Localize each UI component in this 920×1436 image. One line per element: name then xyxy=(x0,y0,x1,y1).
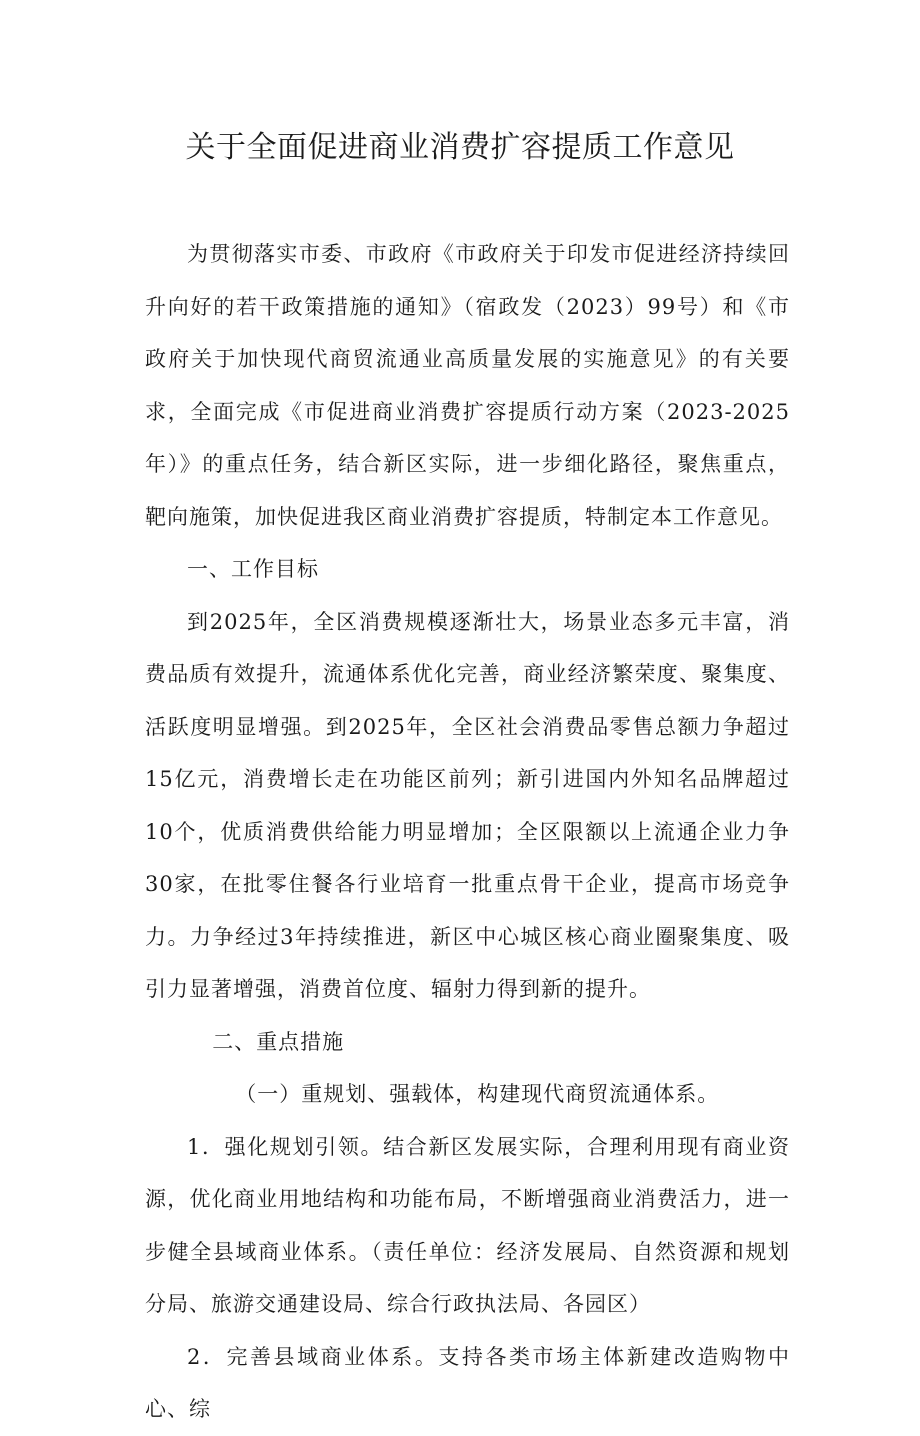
goals-paragraph: 到2025年，全区消费规模逐渐壮大，场景业态多元丰富，消费品质有效提升，流通体系优化完善，商业经济繁荣度、聚集度、活跃度明显增强。到2025年，全区社会消费品零售总额力争超过15亿元，消费增长走在功能区前列；新引进国内外知名品牌超过10个，优质消费供给能力明显增加；全区限额以上流通企业力争30家，在批零住餐各行业培育一批重点骨干企业，提高市场竞争力。力争经过3年持续推进，新区中心城区核心商业圈聚集度、吸引力显著增强，消费首位度、辐射力得到新的提升。 xyxy=(145,609,790,1001)
intro-paragraph: 为贯彻落实市委、市政府《市政府关于印发市促进经济持续回升向好的若干政策措施的通知》（宿政发（2023）99号）和《市政府关于加快现代商贸流通业高质量发展的实施意见》的有关要求，全面完成《市促进商业消费扩容提质行动方案（2023-2025年）》的重点任务，结合新区实际，进一步细化路径，聚焦重点，靶向施策，加快促进我区商业消费扩容提质，特制定本工作意见。 xyxy=(145,242,790,529)
section-heading-goals: 一、工作目标 xyxy=(187,557,319,581)
document-title: 关于全面促进商业消费扩容提质工作意见 xyxy=(185,130,735,165)
measure-item-2: 2．完善县域商业体系。支持各类市场主体新建改造购物中心、综 xyxy=(145,1344,790,1421)
subsection-heading-planning: （一）重规划、强载体，构建现代商贸流通体系。 xyxy=(235,1082,720,1106)
section-heading-measures: 二、重点措施 xyxy=(212,1029,345,1054)
measure-item-1: 1．强化规划引领。结合新区发展实际，合理利用现有商业资源，优化商业用地结构和功能布局，不断增强商业消费活力，进一步健全县域商业体系。（责任单位：经济发展局、自然资源和规划分局、旅游交通建设局、综合行政执法局、各园区） xyxy=(145,1134,790,1316)
document-body xyxy=(145,228,790,1436)
